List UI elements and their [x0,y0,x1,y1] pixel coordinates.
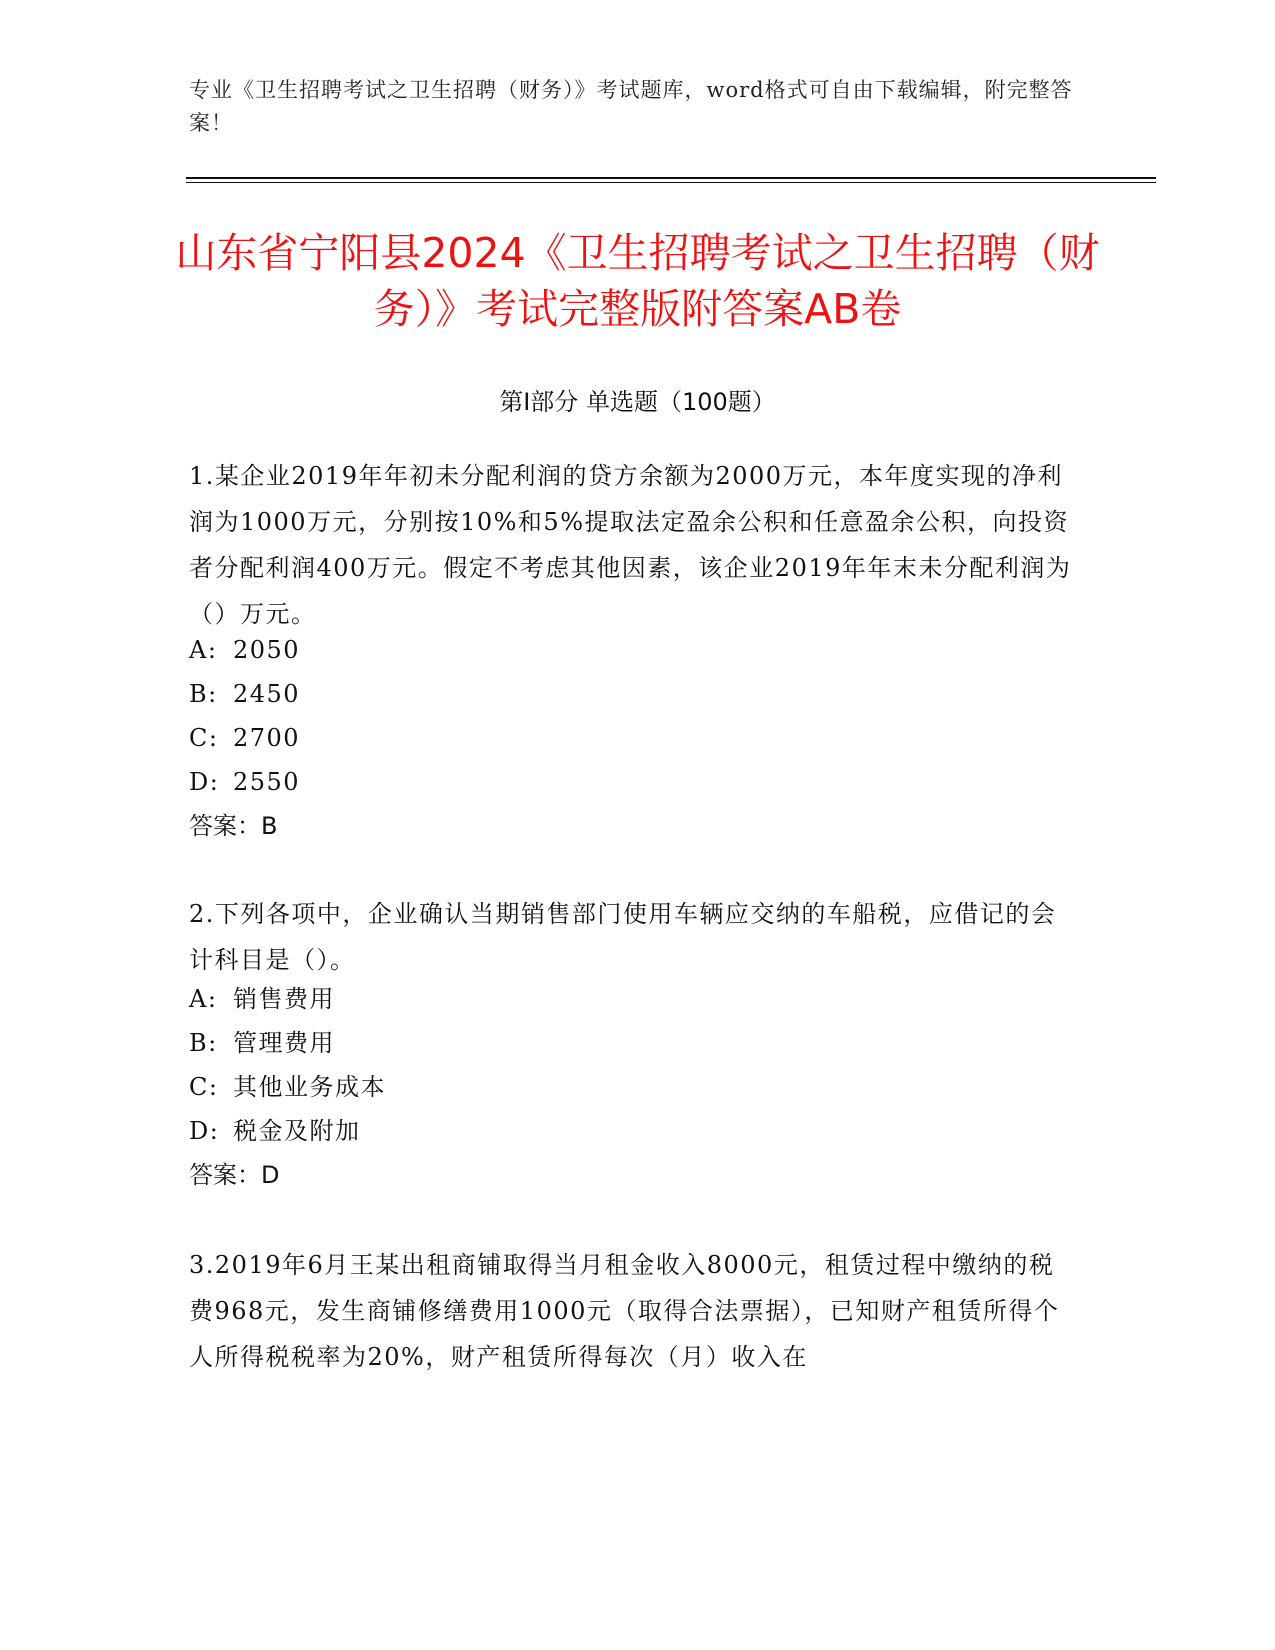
question-2-text: 2.下列各项中，企业确认当期销售部门使用车辆应交纳的车船税，应借记的会计科目是（）。 [189,900,1057,974]
document-title: 山东省宁阳县2024《卫生招聘考试之卫生招聘（财务）》考试完整版附答案AB卷 [175,229,1100,333]
option-value: 销售费用 [233,985,335,1013]
question-1-option-b [189,676,300,712]
question-2-option-b [189,1025,335,1061]
option-key: B: [189,680,218,708]
option-key: D: [189,1117,220,1145]
option-key: C: [189,1073,219,1101]
option-value: 2550 [233,768,301,796]
question-1-answer: 答案：B [189,812,278,840]
option-key: A: [189,985,218,1013]
question-1-option-c [189,720,300,756]
question-3-text: 3.2019年6月王某出租商铺取得当月租金收入8000元，租赁过程中缴纳的税费968元，发生商铺修缮费用1000元（取得合法票据），已知财产租赁所得个人所得税税率为20%，财产租赁所得每次（月）收入在 [189,1251,1060,1371]
option-value: 管理费用 [233,1029,335,1057]
question-2-answer: 答案：D [189,1161,280,1189]
option-key: D: [189,768,220,796]
option-value: 其他业务成本 [233,1073,386,1101]
section-title: 第Ⅰ部分 单选题（100题） [499,388,776,416]
question-1-option-d [189,764,300,800]
question-2-option-d [189,1113,361,1149]
header-rule-thin [186,182,1156,183]
option-key: C: [189,724,219,752]
option-value: 税金及附加 [233,1117,361,1145]
question-1-text: 1.某企业2019年年初未分配利润的贷方余额为2000万元，本年度实现的净利润为1000万元，分别按10%和5%提取法定盈余公积和任意盈余公积，向投资者分配利润400万元。假定不考虑其他因素，该企业2019年年末未分配利润为（）万元。 [189,462,1072,628]
option-key: B: [189,1029,218,1057]
header-rule-thick [186,177,1156,179]
question-2-option-c [189,1069,386,1105]
option-value: 2700 [233,724,301,752]
question-1-option-a [189,632,300,668]
option-value: 2050 [233,636,301,664]
option-value: 2450 [233,680,301,708]
header-note: 专业《卫生招聘考试之卫生招聘（财务）》考试题库，word格式可自由下载编辑，附完整答案！ [189,78,1073,135]
question-2-option-a [189,981,335,1017]
option-key: A: [189,636,218,664]
